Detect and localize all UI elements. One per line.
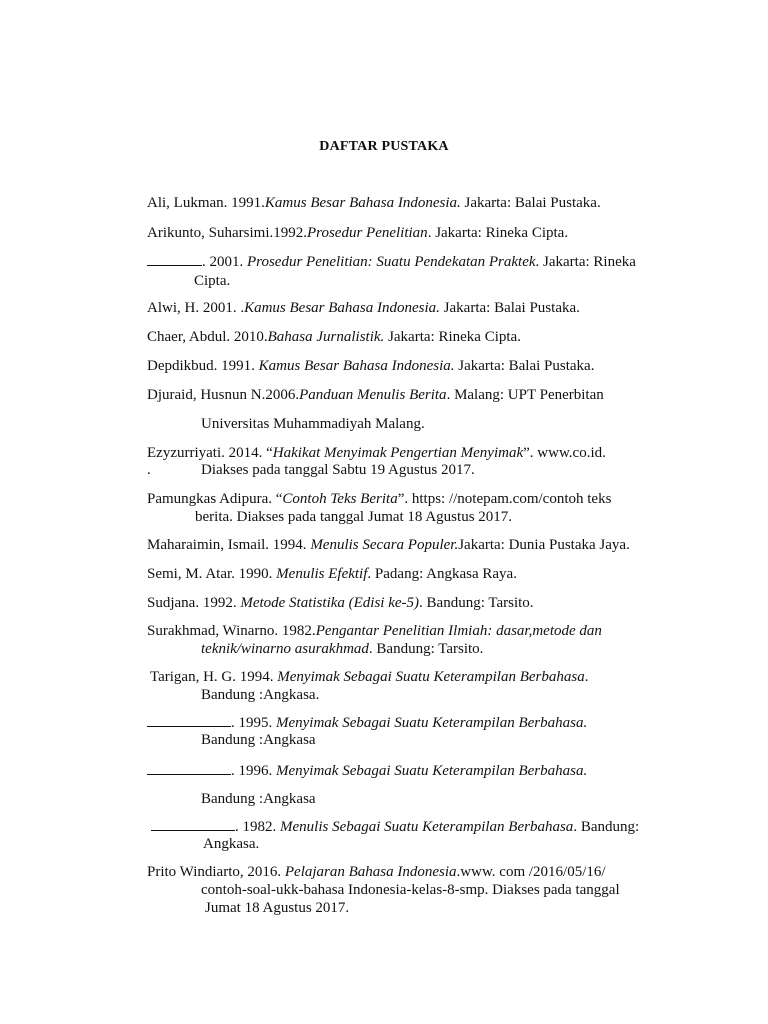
page-title: DAFTAR PUSTAKA: [319, 139, 449, 154]
reference-entry: Semi, M. Atar. 1990. Menulis Efektif. Padang: Angkasa Raya.: [147, 566, 517, 582]
reference-entry: Prito Windiarto, 2016. Pelajaran Bahasa Indonesia.www. com /2016/05/16/: [147, 864, 606, 880]
reference-entry: Chaer, Abdul. 2010.Bahasa Jurnalistik. Jakarta: Rineka Cipta.: [147, 329, 521, 345]
author-repeat-line: [151, 830, 235, 831]
reference-entry: Alwi, H. 2001. .Kamus Besar Bahasa Indonesia. Jakarta: Balai Pustaka.: [147, 300, 580, 316]
reference-continuation: contoh-soal-ukk-bahasa Indonesia-kelas-8-smp. Diakses pada tanggal: [201, 882, 620, 898]
reference-entry: Arikunto, Suharsimi.1992.Prosedur Penelitian. Jakarta: Rineka Cipta.: [147, 225, 569, 241]
reference-entry: Surakhmad, Winarno. 1982.Pengantar Penelitian Ilmiah: dasar,metode dan: [147, 623, 602, 639]
author-repeat-line: [147, 774, 231, 775]
reference-entry: . 1996. Menyimak Sebagai Suatu Keterampilan Berbahasa.: [147, 762, 587, 780]
reference-entry: Tarigan, H. G. 1994. Menyimak Sebagai Suatu Keterampilan Berbahasa.: [150, 669, 589, 685]
reference-entry: Ezyzurriyati. 2014. “Hakikat Menyimak Pengertian Menyimak”. www.co.id.: [147, 445, 606, 461]
reference-continuation: Diakses pada tanggal Sabtu 19 Agustus 2017.: [201, 462, 475, 478]
reference-entry: Maharaimin, Ismail. 1994. Menulis Secara Populer.Jakarta: Dunia Pustaka Jaya.: [147, 537, 630, 553]
reference-continuation-dot: .: [147, 462, 151, 478]
reference-continuation: Bandung :Angkasa: [201, 791, 316, 807]
author-repeat-line: [147, 265, 202, 266]
reference-continuation: Cipta.: [194, 273, 231, 289]
reference-continuation: Jumat 18 Agustus 2017.: [205, 900, 350, 916]
author-repeat-line: [147, 726, 231, 727]
reference-continuation: Bandung :Angkasa.: [201, 687, 320, 703]
reference-entry: Djuraid, Husnun N.2006.Panduan Menulis Berita. Malang: UPT Penerbitan: [147, 387, 604, 403]
reference-continuation: berita. Diakses pada tanggal Jumat 18 Agustus 2017.: [195, 509, 513, 525]
reference-continuation: teknik/winarno asurakhmad. Bandung: Tarsito.: [201, 641, 484, 657]
reference-continuation: Bandung :Angkasa: [201, 732, 316, 748]
reference-entry: Sudjana. 1992. Metode Statistika (Edisi ke-5). Bandung: Tarsito.: [147, 595, 534, 611]
reference-continuation: Angkasa.: [203, 836, 260, 852]
reference-entry: . 1982. Menulis Sebagai Suatu Keterampilan Berbahasa. Bandung:: [151, 818, 639, 836]
reference-entry: Pamungkas Adipura. “Contoh Teks Berita”. https: //notepam.com/contoh teks: [147, 491, 612, 507]
reference-entry: . 1995. Menyimak Sebagai Suatu Keterampilan Berbahasa.: [147, 714, 587, 732]
reference-entry: . 2001. Prosedur Penelitian: Suatu Pendekatan Praktek. Jakarta: Rineka: [147, 253, 636, 271]
reference-entry: Ali, Lukman. 1991.Kamus Besar Bahasa Indonesia. Jakarta: Balai Pustaka.: [147, 195, 601, 211]
reference-continuation: Universitas Muhammadiyah Malang.: [201, 416, 425, 432]
reference-entry: Depdikbud. 1991. Kamus Besar Bahasa Indonesia. Jakarta: Balai Pustaka.: [147, 358, 595, 374]
